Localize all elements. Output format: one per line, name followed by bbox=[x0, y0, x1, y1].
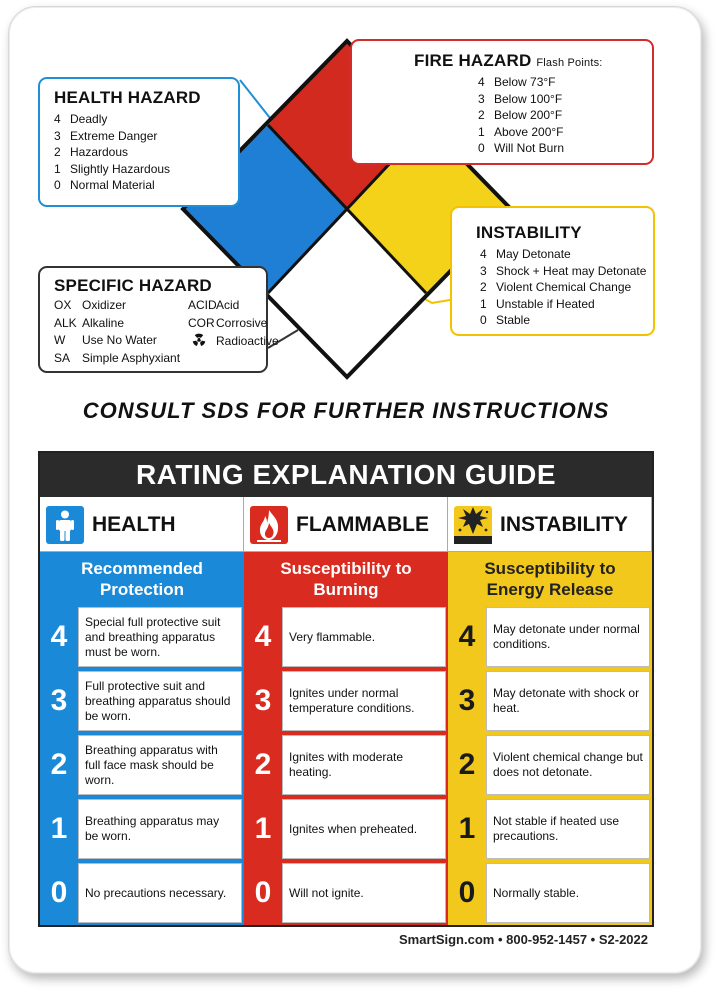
subheader-line-1: Susceptibility to bbox=[280, 558, 412, 578]
rating-description: Ignites under normal temperature conditions. bbox=[282, 671, 446, 731]
hazard-meaning: Corrosive bbox=[216, 315, 268, 330]
rating-text: May Detonate bbox=[496, 247, 571, 261]
specific-hazard-item bbox=[188, 333, 279, 348]
subheader-line-2: Energy Release bbox=[486, 579, 614, 599]
rating-row bbox=[448, 733, 652, 797]
rating-row bbox=[54, 128, 238, 145]
rating-description: May detonate with shock or heat. bbox=[486, 671, 650, 731]
hazard-meaning: Oxidizer bbox=[82, 298, 127, 312]
rating-row bbox=[40, 733, 244, 797]
rating-number: 2 bbox=[480, 280, 487, 295]
rating-description: Ignites with moderate heating. bbox=[282, 735, 446, 795]
rating-text: Extreme Danger bbox=[70, 128, 158, 143]
rating-row bbox=[40, 861, 244, 925]
rating-description: No precautions necessary. bbox=[78, 863, 242, 923]
rating-row bbox=[448, 797, 652, 861]
rating-row bbox=[480, 263, 653, 280]
rating-description: Ignites when preheated. bbox=[282, 799, 446, 859]
rating-guide-table bbox=[38, 451, 654, 927]
rating-description: Very flammable. bbox=[282, 607, 446, 667]
health-hazard-title: HEALTH HAZARD bbox=[54, 88, 201, 107]
rating-row bbox=[54, 161, 238, 178]
rating-description: May detonate under normal conditions. bbox=[486, 607, 650, 667]
rating-number: 0 bbox=[254, 876, 272, 909]
hazard-meaning: Alkaline bbox=[82, 315, 125, 330]
rating-row bbox=[478, 74, 652, 91]
rating-text: Below 200°F bbox=[494, 108, 563, 123]
hazard-meaning: Radioactive bbox=[216, 334, 279, 348]
rating-text: Will Not Burn bbox=[494, 141, 565, 156]
rating-row bbox=[54, 111, 238, 128]
rating-description: Violent chemical change but does not detonate. bbox=[486, 735, 650, 795]
fire-hazard-box bbox=[350, 39, 654, 165]
guide-column-health bbox=[40, 497, 244, 925]
hazard-code: ALK bbox=[54, 315, 77, 330]
rating-row bbox=[480, 312, 653, 329]
rating-number: 3 bbox=[54, 128, 61, 143]
rating-row bbox=[448, 605, 652, 669]
rating-text: Hazardous bbox=[70, 145, 129, 160]
column-header bbox=[448, 497, 652, 552]
rating-description: Special full protective suit and breathing apparatus must be worn. bbox=[78, 607, 242, 667]
rating-row bbox=[244, 605, 448, 669]
hazard-meaning: Simple Asphyxiant bbox=[82, 350, 181, 365]
subheader-line-2: Protection bbox=[99, 579, 185, 599]
flame-icon bbox=[250, 506, 288, 544]
rating-description: Normally stable. bbox=[486, 863, 650, 923]
rating-text: Shock + Heat may Detonate bbox=[496, 263, 647, 278]
column-header-label: FLAMMABLE bbox=[296, 513, 429, 536]
radiation-icon bbox=[188, 333, 216, 348]
footer-contact: SmartSign.com • 800-952-1457 • S2-2022 bbox=[398, 932, 648, 947]
column-subheader bbox=[244, 552, 448, 605]
hazard-code: ACID bbox=[188, 298, 217, 312]
specific-hazard-item bbox=[54, 333, 157, 347]
rating-number: 1 bbox=[478, 124, 485, 139]
specific-hazard-item bbox=[54, 351, 180, 365]
rating-row bbox=[478, 140, 652, 157]
explosion-icon bbox=[454, 506, 492, 544]
rating-number: 2 bbox=[458, 748, 476, 781]
rating-number: 3 bbox=[50, 684, 68, 717]
guide-column-flammable bbox=[244, 497, 448, 925]
rating-number: 2 bbox=[50, 748, 68, 781]
health-hazard-box bbox=[38, 77, 240, 207]
rating-number: 3 bbox=[478, 91, 485, 106]
rating-row bbox=[244, 733, 448, 797]
health-leader-line bbox=[240, 80, 270, 118]
instability-box bbox=[450, 206, 655, 336]
hazard-code: OX bbox=[54, 298, 72, 312]
rating-text: Stable bbox=[496, 313, 531, 328]
column-header bbox=[40, 497, 244, 552]
rating-row bbox=[54, 144, 238, 161]
column-subheader-text bbox=[484, 558, 615, 600]
rating-number: 2 bbox=[478, 108, 485, 123]
rating-description: Breathing apparatus may be worn. bbox=[78, 799, 242, 859]
rating-row bbox=[448, 861, 652, 925]
fire-hazard-title bbox=[414, 51, 652, 71]
rating-number: 1 bbox=[480, 296, 487, 311]
rating-number: 4 bbox=[254, 620, 272, 653]
column-header bbox=[244, 497, 448, 552]
rating-number: 4 bbox=[54, 112, 61, 126]
rating-number: 2 bbox=[54, 145, 61, 160]
subheader-line-1: Susceptibility to bbox=[484, 558, 616, 578]
rating-row bbox=[244, 861, 448, 925]
column-subheader bbox=[40, 552, 244, 605]
rating-number: 1 bbox=[254, 812, 272, 845]
rating-text: Normal Material bbox=[70, 178, 155, 193]
rating-number: 0 bbox=[54, 178, 61, 193]
rating-number: 1 bbox=[54, 161, 61, 176]
rating-row bbox=[480, 279, 653, 296]
rating-number: 2 bbox=[254, 748, 272, 781]
rating-row bbox=[478, 91, 652, 108]
rating-text: Above 200°F bbox=[494, 124, 564, 139]
rating-number: 4 bbox=[50, 620, 68, 653]
subheader-line-2: Burning bbox=[313, 579, 379, 599]
rating-row bbox=[478, 107, 652, 124]
rating-guide-title: RATING EXPLANATION GUIDE bbox=[40, 453, 652, 497]
rating-row bbox=[448, 669, 652, 733]
rating-number: 0 bbox=[458, 876, 476, 909]
rating-number: 0 bbox=[50, 876, 68, 909]
rating-row bbox=[480, 296, 653, 313]
rating-description: Will not ignite. bbox=[282, 863, 446, 923]
rating-description: Full protective suit and breathing apparatus should be worn. bbox=[78, 671, 242, 731]
instability-title: INSTABILITY bbox=[476, 223, 582, 242]
rating-row bbox=[40, 669, 244, 733]
rating-text: Below 100°F bbox=[494, 91, 563, 106]
specific-hazard-title: SPECIFIC HAZARD bbox=[54, 276, 212, 295]
flash-points-label: Flash Points: bbox=[536, 57, 603, 69]
rating-number: 4 bbox=[478, 75, 485, 89]
rating-description: Not stable if heated use precautions. bbox=[486, 799, 650, 859]
hazard-meaning: Acid bbox=[216, 298, 240, 312]
person-icon bbox=[46, 506, 84, 544]
hazard-meaning: Use No Water bbox=[82, 333, 157, 347]
column-subheader bbox=[448, 552, 652, 605]
rating-row bbox=[40, 605, 244, 669]
specific-hazard-box bbox=[38, 266, 279, 373]
rating-number: 4 bbox=[480, 247, 487, 261]
consult-sds-notice: CONSULT SDS FOR FURTHER INSTRUCTIONS bbox=[82, 398, 610, 423]
rating-row bbox=[480, 246, 653, 263]
hazard-code: COR bbox=[188, 315, 215, 330]
column-header-label: INSTABILITY bbox=[500, 513, 628, 536]
rating-number: 3 bbox=[458, 684, 476, 717]
hazard-code: W bbox=[54, 333, 66, 347]
column-rows bbox=[244, 605, 448, 925]
rating-row bbox=[478, 124, 652, 141]
rating-row bbox=[244, 669, 448, 733]
rating-text: Slightly Hazardous bbox=[70, 161, 171, 176]
guide-column-instability bbox=[448, 497, 652, 925]
rating-row bbox=[54, 177, 238, 194]
rating-description: Breathing apparatus with full face mask should be worn. bbox=[78, 735, 242, 795]
column-rows bbox=[40, 605, 244, 925]
rating-number: 1 bbox=[50, 812, 68, 845]
health-hazard-list bbox=[54, 111, 238, 194]
rating-text: Below 73°F bbox=[494, 75, 556, 89]
rating-number: 3 bbox=[480, 263, 487, 278]
rating-number: 4 bbox=[458, 620, 476, 653]
column-header-label: HEALTH bbox=[92, 513, 176, 536]
column-subheader-text bbox=[280, 558, 411, 600]
specific-hazard-item bbox=[54, 298, 126, 312]
column-rows bbox=[448, 605, 652, 925]
rating-text: Unstable if Heated bbox=[496, 296, 595, 311]
instability-list bbox=[480, 246, 653, 329]
rating-number: 1 bbox=[458, 812, 476, 845]
rating-text: Violent Chemical Change bbox=[496, 280, 632, 295]
rating-number: 0 bbox=[480, 313, 487, 328]
fire-hazard-title-text: FIRE HAZARD bbox=[414, 51, 532, 70]
rating-number: 3 bbox=[254, 684, 272, 717]
hazard-code: SA bbox=[54, 350, 71, 365]
rating-text: Deadly bbox=[70, 112, 108, 126]
rating-row bbox=[244, 797, 448, 861]
subheader-line-1: Recommended bbox=[81, 558, 203, 578]
specific-hazard-item bbox=[188, 298, 239, 312]
column-subheader-text bbox=[81, 558, 203, 600]
specific-hazard-item bbox=[54, 316, 124, 330]
rating-number: 0 bbox=[478, 141, 485, 156]
fire-hazard-list bbox=[478, 74, 652, 157]
specific-hazard-item bbox=[188, 316, 267, 330]
rating-row bbox=[40, 797, 244, 861]
